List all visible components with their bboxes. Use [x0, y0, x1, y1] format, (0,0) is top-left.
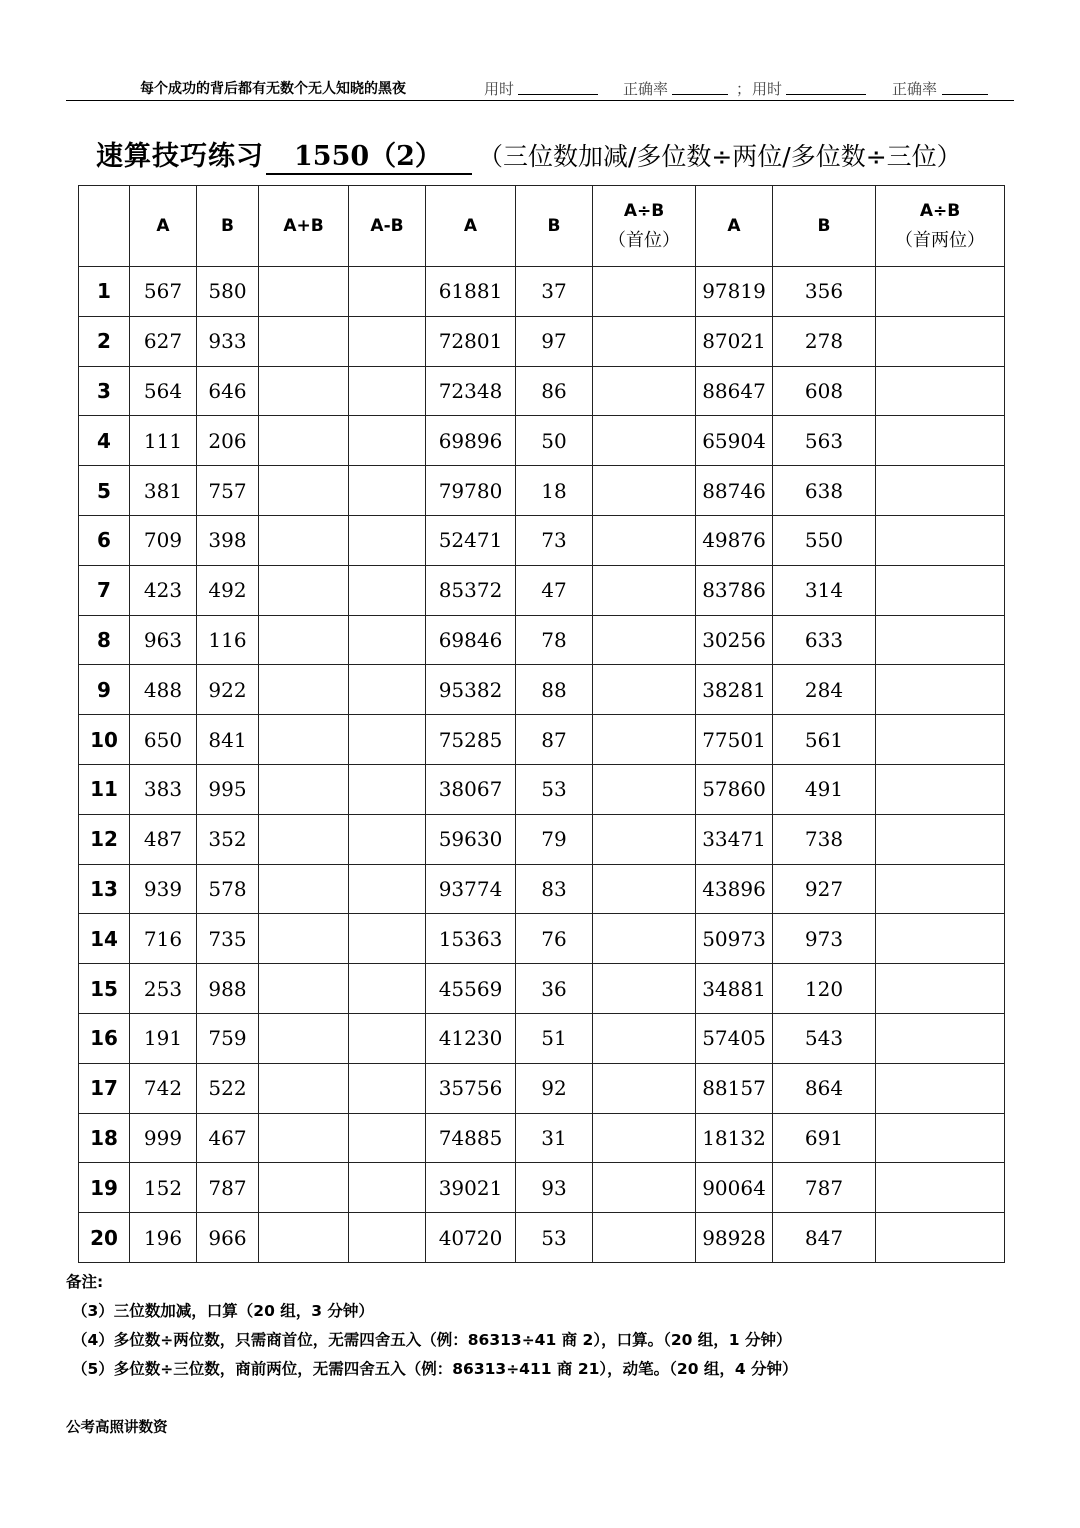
answer-diff-cell[interactable] — [349, 665, 426, 715]
answer-div-first-two-cell[interactable] — [876, 1213, 1005, 1263]
header-diff: A-B — [349, 186, 426, 267]
title-main: 速算技巧练习 — [96, 141, 264, 172]
answer-div-first-cell[interactable] — [593, 814, 696, 864]
answer-diff-cell[interactable] — [349, 715, 426, 765]
cell-b3: 120 — [773, 964, 876, 1014]
answer-sum-cell[interactable] — [259, 1163, 349, 1213]
answer-div-first-cell[interactable] — [593, 1113, 696, 1163]
cell-b2: 86 — [516, 366, 593, 416]
answer-div-first-two-cell[interactable] — [876, 1163, 1005, 1213]
cell-a2: 69846 — [426, 615, 516, 665]
table-row — [79, 615, 1005, 665]
row-index: 15 — [79, 964, 130, 1014]
cell-a1: 488 — [130, 665, 197, 715]
answer-div-first-cell[interactable] — [593, 864, 696, 914]
table-row — [79, 1213, 1005, 1263]
answer-div-first-cell[interactable] — [593, 565, 696, 615]
answer-div-first-cell[interactable] — [593, 466, 696, 516]
answer-sum-cell[interactable] — [259, 1213, 349, 1263]
cell-b1: 922 — [197, 665, 259, 715]
cell-b1: 988 — [197, 964, 259, 1014]
cell-a3: 33471 — [696, 814, 773, 864]
cell-a2: 79780 — [426, 466, 516, 516]
cell-b3: 550 — [773, 515, 876, 565]
table-row — [79, 665, 1005, 715]
answer-sum-cell[interactable] — [259, 267, 349, 317]
row-index: 2 — [79, 316, 130, 366]
answer-diff-cell[interactable] — [349, 615, 426, 665]
header-div-first-sub: （首位） — [608, 230, 680, 251]
practice-table — [78, 185, 1005, 1263]
cell-b2: 73 — [516, 515, 593, 565]
cell-b3: 691 — [773, 1113, 876, 1163]
cell-b1: 759 — [197, 1013, 259, 1063]
cell-b1: 933 — [197, 316, 259, 366]
cell-b2: 18 — [516, 466, 593, 516]
row-index: 17 — [79, 1063, 130, 1113]
cell-b3: 847 — [773, 1213, 876, 1263]
answer-div-first-two-cell[interactable] — [876, 515, 1005, 565]
table-header-row — [79, 186, 1005, 267]
answer-div-first-two-cell[interactable] — [876, 1113, 1005, 1163]
cell-a2: 59630 — [426, 814, 516, 864]
cell-b1: 580 — [197, 267, 259, 317]
cell-b1: 398 — [197, 515, 259, 565]
cell-b3: 561 — [773, 715, 876, 765]
cell-a2: 40720 — [426, 1213, 516, 1263]
answer-div-first-cell[interactable] — [593, 764, 696, 814]
title-code: 1550（2） — [266, 134, 472, 175]
cell-a2: 35756 — [426, 1063, 516, 1113]
cell-b1: 646 — [197, 366, 259, 416]
cell-a3: 65904 — [696, 416, 773, 466]
cell-a3: 90064 — [696, 1163, 773, 1213]
header-div-first-two — [876, 186, 1005, 267]
answer-div-first-cell[interactable] — [593, 615, 696, 665]
answer-diff-cell[interactable] — [349, 764, 426, 814]
header-div-first-two-label: A÷B — [919, 201, 961, 221]
table-row — [79, 864, 1005, 914]
cell-a3: 57405 — [696, 1013, 773, 1063]
table-row — [79, 1063, 1005, 1113]
row-index: 5 — [79, 466, 130, 516]
cell-a1: 627 — [130, 316, 197, 366]
answer-diff-cell[interactable] — [349, 366, 426, 416]
answer-div-first-two-cell[interactable] — [876, 964, 1005, 1014]
table-row — [79, 466, 1005, 516]
answer-div-first-two-cell[interactable] — [876, 366, 1005, 416]
table-row — [79, 964, 1005, 1014]
header-b3: B — [773, 186, 876, 267]
cell-a1: 939 — [130, 864, 197, 914]
cell-b2: 79 — [516, 814, 593, 864]
notes — [66, 1268, 1026, 1384]
cell-b2: 97 — [516, 316, 593, 366]
cell-a1: 111 — [130, 416, 197, 466]
row-index: 6 — [79, 515, 130, 565]
cell-a1: 567 — [130, 267, 197, 317]
cell-a3: 83786 — [696, 565, 773, 615]
answer-sum-cell[interactable] — [259, 864, 349, 914]
row-index: 12 — [79, 814, 130, 864]
cell-b1: 467 — [197, 1113, 259, 1163]
table-row — [79, 366, 1005, 416]
answer-div-first-two-cell[interactable] — [876, 665, 1005, 715]
answer-div-first-cell[interactable] — [593, 515, 696, 565]
answer-diff-cell[interactable] — [349, 515, 426, 565]
cell-b2: 83 — [516, 864, 593, 914]
answer-diff-cell[interactable] — [349, 466, 426, 516]
answer-diff-cell[interactable] — [349, 1113, 426, 1163]
answer-diff-cell[interactable] — [349, 964, 426, 1014]
cell-b2: 53 — [516, 1213, 593, 1263]
answer-div-first-cell[interactable] — [593, 416, 696, 466]
cell-a2: 74885 — [426, 1113, 516, 1163]
answer-div-first-cell[interactable] — [593, 316, 696, 366]
cell-a3: 34881 — [696, 964, 773, 1014]
cell-a1: 423 — [130, 565, 197, 615]
table-row — [79, 515, 1005, 565]
table-row — [79, 715, 1005, 765]
cell-a1: 709 — [130, 515, 197, 565]
time-label-2: 用时 — [752, 80, 783, 98]
cell-b2: 36 — [516, 964, 593, 1014]
row-index: 19 — [79, 1163, 130, 1213]
cell-b2: 37 — [516, 267, 593, 317]
cell-a3: 18132 — [696, 1113, 773, 1163]
answer-div-first-two-cell[interactable] — [876, 715, 1005, 765]
answer-diff-cell[interactable] — [349, 814, 426, 864]
cell-a3: 88157 — [696, 1063, 773, 1113]
header-a1: A — [130, 186, 197, 267]
header-sum: A+B — [259, 186, 349, 267]
cell-a3: 87021 — [696, 316, 773, 366]
header-div-first — [593, 186, 696, 267]
cell-b1: 352 — [197, 814, 259, 864]
cell-b3: 738 — [773, 814, 876, 864]
cell-b2: 50 — [516, 416, 593, 466]
cell-a1: 487 — [130, 814, 197, 864]
answer-sum-cell[interactable] — [259, 366, 349, 416]
cell-b2: 87 — [516, 715, 593, 765]
cell-b1: 735 — [197, 914, 259, 964]
cell-a2: 85372 — [426, 565, 516, 615]
cell-a3: 38281 — [696, 665, 773, 715]
cell-b2: 92 — [516, 1063, 593, 1113]
answer-sum-cell[interactable] — [259, 764, 349, 814]
answer-sum-cell[interactable] — [259, 814, 349, 864]
answer-sum-cell[interactable] — [259, 1113, 349, 1163]
cell-b3: 973 — [773, 914, 876, 964]
row-index: 20 — [79, 1213, 130, 1263]
table-row — [79, 1113, 1005, 1163]
answer-div-first-cell[interactable] — [593, 964, 696, 1014]
cell-b3: 563 — [773, 416, 876, 466]
answer-div-first-cell[interactable] — [593, 1063, 696, 1113]
note-line: （5）多位数÷三位数，商前两位，无需四舍五入（例：86313÷411 商 21），动笔。（20 组，4 分钟） — [72, 1360, 798, 1378]
answer-sum-cell[interactable] — [259, 914, 349, 964]
cell-a2: 93774 — [426, 864, 516, 914]
answer-div-first-cell[interactable] — [593, 267, 696, 317]
cell-a2: 95382 — [426, 665, 516, 715]
cell-b2: 31 — [516, 1113, 593, 1163]
cell-a2: 69896 — [426, 416, 516, 466]
table-row — [79, 1163, 1005, 1213]
cell-b2: 76 — [516, 914, 593, 964]
answer-div-first-two-cell[interactable] — [876, 267, 1005, 317]
cell-b3: 638 — [773, 466, 876, 516]
note-line: （3）三位数加减，口算（20 组，3 分钟） — [72, 1302, 374, 1320]
answer-diff-cell[interactable] — [349, 416, 426, 466]
cell-a1: 650 — [130, 715, 197, 765]
page-title — [96, 134, 962, 174]
cell-a1: 381 — [130, 466, 197, 516]
cell-b2: 88 — [516, 665, 593, 715]
table-row — [79, 316, 1005, 366]
answer-sum-cell[interactable] — [259, 615, 349, 665]
answer-diff-cell[interactable] — [349, 914, 426, 964]
row-index: 3 — [79, 366, 130, 416]
cell-b2: 53 — [516, 764, 593, 814]
answer-div-first-cell[interactable] — [593, 715, 696, 765]
answer-div-first-two-cell[interactable] — [876, 764, 1005, 814]
cell-b3: 633 — [773, 615, 876, 665]
answer-div-first-cell[interactable] — [593, 914, 696, 964]
header-line — [66, 76, 1014, 101]
cell-b1: 206 — [197, 416, 259, 466]
header-a2: A — [426, 186, 516, 267]
cell-b3: 608 — [773, 366, 876, 416]
cell-b3: 314 — [773, 565, 876, 615]
answer-sum-cell[interactable] — [259, 665, 349, 715]
cell-a2: 52471 — [426, 515, 516, 565]
table-row — [79, 764, 1005, 814]
cell-b1: 841 — [197, 715, 259, 765]
answer-div-first-cell[interactable] — [593, 1163, 696, 1213]
cell-a3: 97819 — [696, 267, 773, 317]
cell-a2: 45569 — [426, 964, 516, 1014]
answer-diff-cell[interactable] — [349, 1013, 426, 1063]
answer-diff-cell[interactable] — [349, 267, 426, 317]
answer-sum-cell[interactable] — [259, 1063, 349, 1113]
row-index: 14 — [79, 914, 130, 964]
cell-b2: 47 — [516, 565, 593, 615]
row-index: 4 — [79, 416, 130, 466]
cell-b1: 492 — [197, 565, 259, 615]
cell-a1: 716 — [130, 914, 197, 964]
answer-div-first-cell[interactable] — [593, 366, 696, 416]
separator: ； — [736, 80, 752, 98]
header-index — [79, 186, 130, 267]
note-line: （4）多位数÷两位数，只需商首位，无需四舍五入（例：86313÷41 商 2），口算。（20 组，1 分钟） — [72, 1331, 792, 1349]
answer-diff-cell[interactable] — [349, 864, 426, 914]
answer-sum-cell[interactable] — [259, 964, 349, 1014]
header-b1: B — [197, 186, 259, 267]
answer-diff-cell[interactable] — [349, 1063, 426, 1113]
answer-div-first-two-cell[interactable] — [876, 1063, 1005, 1113]
row-index: 1 — [79, 267, 130, 317]
cell-b2: 51 — [516, 1013, 593, 1063]
cell-b1: 116 — [197, 615, 259, 665]
cell-a2: 72801 — [426, 316, 516, 366]
cell-a3: 57860 — [696, 764, 773, 814]
answer-div-first-two-cell[interactable] — [876, 864, 1005, 914]
cell-b1: 787 — [197, 1163, 259, 1213]
table-row — [79, 914, 1005, 964]
table-row — [79, 565, 1005, 615]
cell-b2: 78 — [516, 615, 593, 665]
time-label-1: 用时 — [484, 80, 515, 98]
cell-a1: 152 — [130, 1163, 197, 1213]
title-subtitle: （三位数加减/多位数÷两位/多位数÷三位） — [477, 142, 962, 171]
table-row — [79, 814, 1005, 864]
cell-a3: 88647 — [696, 366, 773, 416]
answer-sum-cell[interactable] — [259, 715, 349, 765]
answer-div-first-two-cell[interactable] — [876, 814, 1005, 864]
answer-sum-cell[interactable] — [259, 515, 349, 565]
header-b2: B — [516, 186, 593, 267]
cell-b1: 966 — [197, 1213, 259, 1263]
answer-div-first-two-cell[interactable] — [876, 416, 1005, 466]
row-index: 8 — [79, 615, 130, 665]
cell-a2: 38067 — [426, 764, 516, 814]
cell-b3: 864 — [773, 1063, 876, 1113]
answer-diff-cell[interactable] — [349, 1213, 426, 1263]
answer-div-first-two-cell[interactable] — [876, 466, 1005, 516]
cell-a1: 564 — [130, 366, 197, 416]
row-index: 10 — [79, 715, 130, 765]
answer-div-first-two-cell[interactable] — [876, 1013, 1005, 1063]
header-div-first-label: A÷B — [623, 201, 665, 221]
answer-div-first-two-cell[interactable] — [876, 565, 1005, 615]
cell-a2: 72348 — [426, 366, 516, 416]
answer-diff-cell[interactable] — [349, 1163, 426, 1213]
cell-a3: 49876 — [696, 515, 773, 565]
cell-a3: 98928 — [696, 1213, 773, 1263]
cell-a1: 191 — [130, 1013, 197, 1063]
answer-div-first-cell[interactable] — [593, 1213, 696, 1263]
cell-a3: 77501 — [696, 715, 773, 765]
header-div-first-two-sub: （首两位） — [895, 230, 985, 251]
row-index: 18 — [79, 1113, 130, 1163]
cell-a2: 39021 — [426, 1163, 516, 1213]
cell-b3: 278 — [773, 316, 876, 366]
cell-a1: 196 — [130, 1213, 197, 1263]
cell-b2: 93 — [516, 1163, 593, 1213]
cell-a1: 253 — [130, 964, 197, 1014]
cell-a2: 41230 — [426, 1013, 516, 1063]
answer-sum-cell[interactable] — [259, 316, 349, 366]
answer-div-first-two-cell[interactable] — [876, 316, 1005, 366]
table-row — [79, 267, 1005, 317]
table-row — [79, 416, 1005, 466]
cell-b1: 995 — [197, 764, 259, 814]
cell-a2: 61881 — [426, 267, 516, 317]
answer-div-first-cell[interactable] — [593, 1013, 696, 1063]
answer-sum-cell[interactable] — [259, 416, 349, 466]
cell-a3: 50973 — [696, 914, 773, 964]
cell-b3: 284 — [773, 665, 876, 715]
cell-a1: 383 — [130, 764, 197, 814]
cell-a2: 15363 — [426, 914, 516, 964]
cell-b3: 927 — [773, 864, 876, 914]
cell-a2: 75285 — [426, 715, 516, 765]
header-a3: A — [696, 186, 773, 267]
answer-div-first-two-cell[interactable] — [876, 615, 1005, 665]
cell-a3: 30256 — [696, 615, 773, 665]
motto: 每个成功的背后都有无数个无人知晓的黑夜 — [140, 81, 406, 97]
accuracy-label-1: 正确率 — [623, 80, 669, 98]
footer-credit: 公考高照讲数资 — [66, 1420, 168, 1436]
cell-b3: 356 — [773, 267, 876, 317]
cell-b3: 491 — [773, 764, 876, 814]
cell-a3: 88746 — [696, 466, 773, 516]
cell-b3: 787 — [773, 1163, 876, 1213]
row-index: 13 — [79, 864, 130, 914]
answer-div-first-two-cell[interactable] — [876, 914, 1005, 964]
answer-sum-cell[interactable] — [259, 1013, 349, 1063]
cell-b3: 543 — [773, 1013, 876, 1063]
cell-a1: 999 — [130, 1113, 197, 1163]
accuracy-label-2: 正确率 — [892, 80, 938, 98]
notes-title: 备注: — [66, 1273, 104, 1291]
cell-a1: 742 — [130, 1063, 197, 1113]
cell-a3: 43896 — [696, 864, 773, 914]
cell-a1: 963 — [130, 615, 197, 665]
answer-sum-cell[interactable] — [259, 466, 349, 516]
row-index: 9 — [79, 665, 130, 715]
answer-diff-cell[interactable] — [349, 565, 426, 615]
cell-b1: 522 — [197, 1063, 259, 1113]
row-index: 7 — [79, 565, 130, 615]
answer-div-first-cell[interactable] — [593, 665, 696, 715]
answer-sum-cell[interactable] — [259, 565, 349, 615]
answer-diff-cell[interactable] — [349, 316, 426, 366]
cell-b1: 578 — [197, 864, 259, 914]
cell-b1: 757 — [197, 466, 259, 516]
table-row — [79, 1013, 1005, 1063]
row-index: 16 — [79, 1013, 130, 1063]
row-index: 11 — [79, 764, 130, 814]
